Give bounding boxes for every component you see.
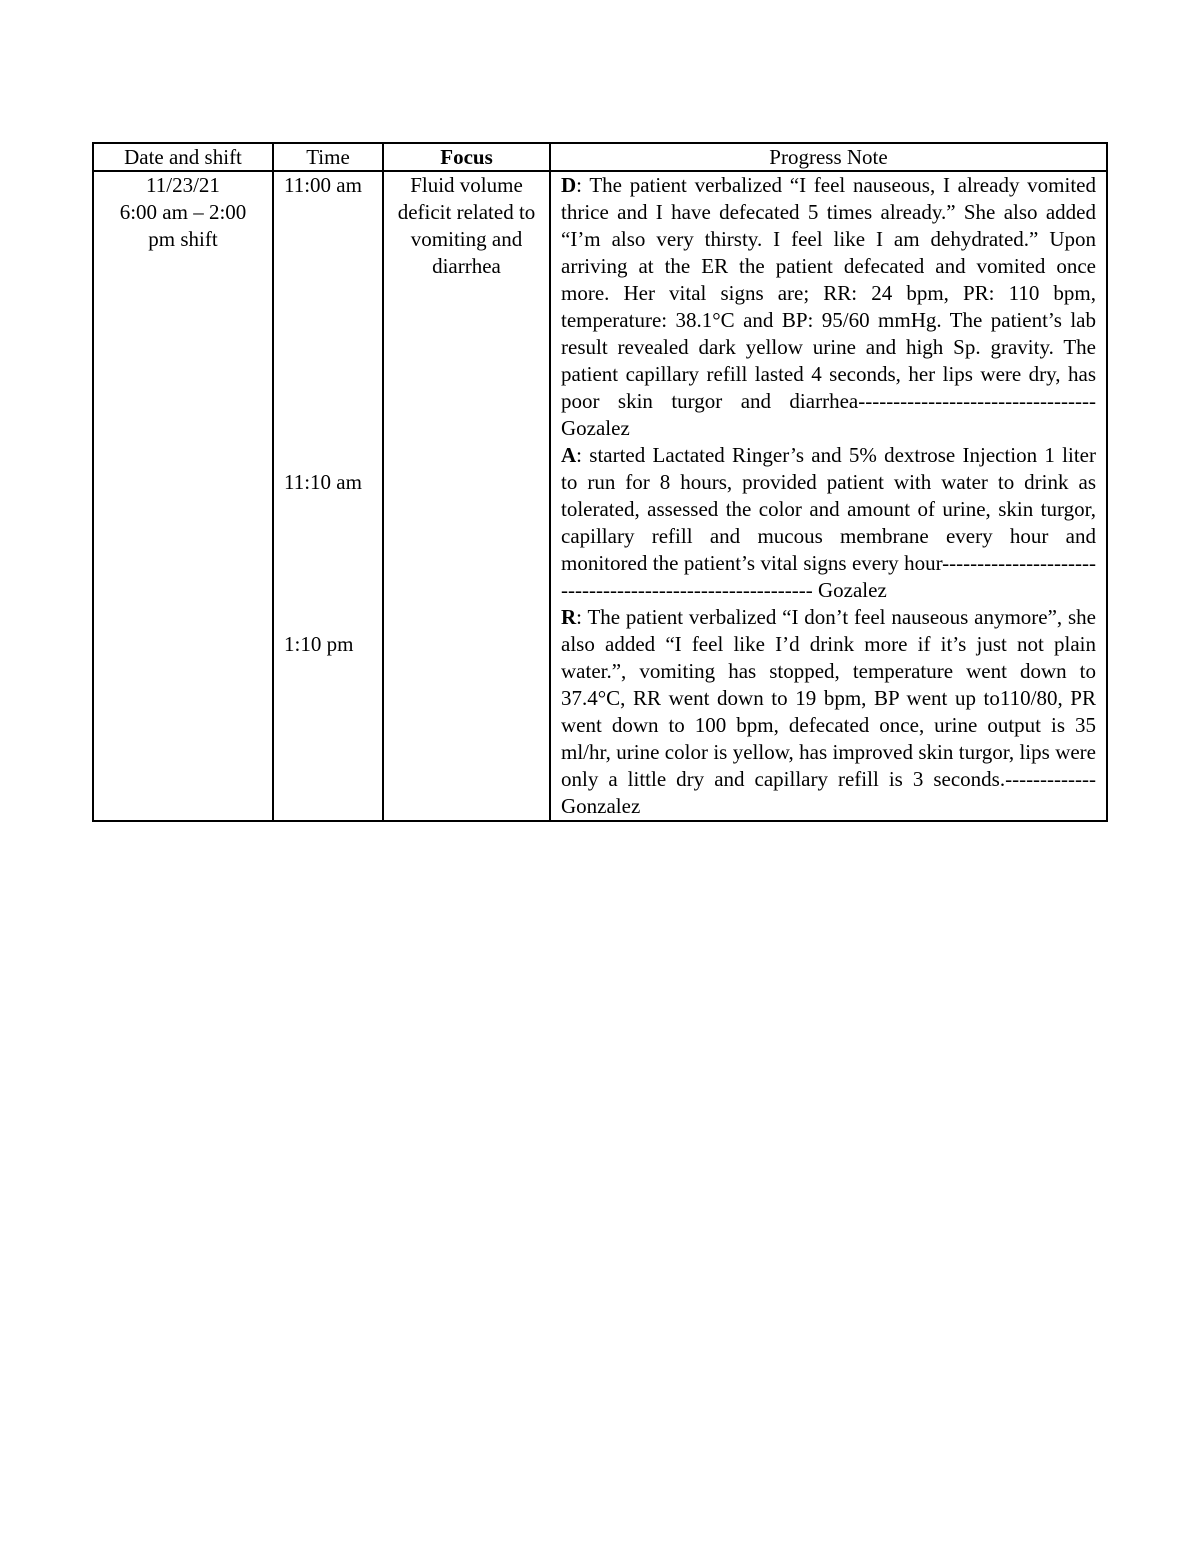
- note-action-text: : started Lactated Ringer’s and 5% dextrose Injection 1 liter to run for 8 hours, provided patient with water to drink as tolerated, assessed the color and amount of urine, skin turgor, capillary refill and mucous membrane every hour and monitored the patient’s vital signs every hour---------------------------------------------------------- Gozalez: [561, 443, 1096, 602]
- header-focus: Focus: [383, 143, 550, 171]
- note-action-paragraph: [561, 442, 1096, 604]
- note-tag-r: R: [561, 605, 577, 629]
- header-row: [93, 143, 1107, 171]
- focus-cell: Fluid volume deficit related to vomiting and diarrhea: [383, 171, 550, 821]
- time-entry-data: 11:00 am: [284, 173, 362, 197]
- date-value: 11/23/21: [146, 173, 220, 197]
- shift-line-2: pm shift: [148, 227, 218, 251]
- note-tag-a: A: [561, 443, 577, 467]
- note-response-paragraph: [561, 604, 1096, 820]
- note-tag-d: D: [561, 173, 577, 197]
- time-entry-action: 11:10 am: [284, 470, 362, 494]
- fdar-progress-note-table: [92, 142, 1108, 822]
- header-time: Time: [273, 143, 383, 171]
- date-shift-cell: [93, 171, 273, 821]
- header-progress-note: Progress Note: [550, 143, 1107, 171]
- header-date-and-shift: Date and shift: [93, 143, 273, 171]
- note-response-text: : The patient verbalized “I don’t feel nauseous anymore”, she also added “I feel like I’d drink more if it’s just not plain water.”, vomiting has stopped, temperature went down to 37.4°C, RR went down to 19 bpm, BP went up to110/80, PR went down to 100 bpm, defecated once, urine output is 35 ml/hr, urine color is yellow, has improved skin turgor, lips were only a little dry and capillary refill is 3 seconds.------------- Gonzalez: [561, 605, 1096, 818]
- table-body: [93, 171, 1107, 821]
- time-entry-response: 1:10 pm: [284, 632, 354, 656]
- progress-note-cell: [550, 171, 1107, 821]
- table-header: [93, 143, 1107, 171]
- time-cell: [273, 171, 383, 821]
- shift-line-1: 6:00 am – 2:00: [119, 200, 247, 224]
- note-data-paragraph: [561, 172, 1096, 442]
- note-data-text: : The patient verbalized “I feel nauseous, I already vomited thrice and I have defecated 5 times already.” She also added “I’m also very thirsty. I feel like I am dehydrated.” Upon arriving at the ER the patient defecated and vomited once more. Her vital signs are; RR: 24 bpm, PR: 110 bpm, temperature: 38.1°C and BP: 95/60 mmHg. The patient’s lab result revealed dark yellow urine and high Sp. gravity. The patient capillary refill lasted 4 seconds, her lips were dry, has poor skin turgor and diarrhea---------------------------------- Gozalez: [561, 173, 1096, 440]
- table-row: [93, 171, 1107, 821]
